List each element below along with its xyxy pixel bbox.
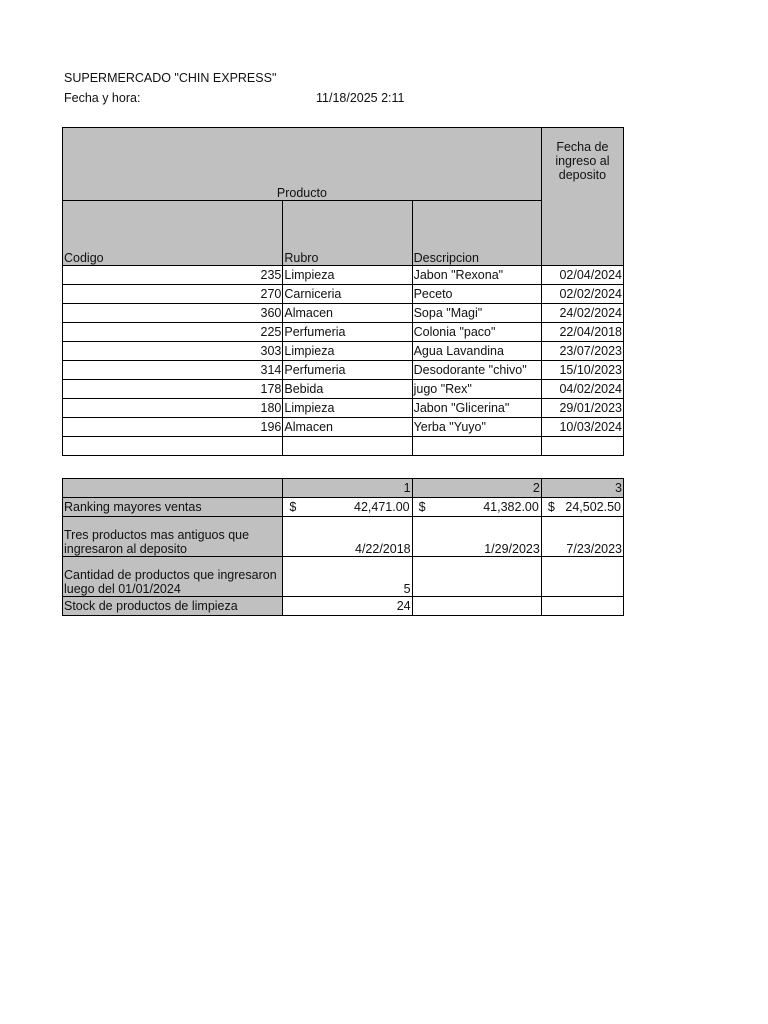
table-row xyxy=(63,418,624,437)
codigo-cell: 178 xyxy=(63,380,283,399)
empty-cell xyxy=(412,597,541,616)
codigo-cell: 360 xyxy=(63,304,283,323)
oldest-label: Tres productos mas antiguos que ingresaron al deposito xyxy=(63,517,283,557)
empty-cell xyxy=(541,597,623,616)
count-after-label: Cantidad de productos que ingresaron luego del 01/01/2024 xyxy=(63,557,283,597)
count-after-value: 5 xyxy=(283,557,412,597)
empty-cell xyxy=(412,437,541,456)
stock-limpieza-value: 24 xyxy=(283,597,412,616)
rubro-cell: Carniceria xyxy=(283,285,412,304)
stock-limpieza-label: Stock de productos de limpieza xyxy=(63,597,283,616)
summary-corner-cell xyxy=(63,479,283,498)
fecha-cell: 15/10/2023 xyxy=(541,361,623,380)
table-row xyxy=(63,380,624,399)
rank-header-3: 3 xyxy=(541,479,623,498)
codigo-cell: 235 xyxy=(63,266,283,285)
fecha-cell: 10/03/2024 xyxy=(541,418,623,437)
datetime-label: Fecha y hora: xyxy=(64,91,141,105)
ranking-value-2 xyxy=(412,498,541,517)
descripcion-cell: Sopa "Magi" xyxy=(412,304,541,323)
table-row xyxy=(63,266,624,285)
fecha-cell: 22/04/2018 xyxy=(541,323,623,342)
codigo-cell: 196 xyxy=(63,418,283,437)
empty-cell xyxy=(63,437,283,456)
ranking-label: Ranking mayores ventas xyxy=(63,498,283,517)
fecha-cell: 23/07/2023 xyxy=(541,342,623,361)
descripcion-header: Descripcion xyxy=(412,201,541,266)
fecha-cell: 02/04/2024 xyxy=(541,266,623,285)
table-row xyxy=(63,361,624,380)
descripcion-cell: Yerba "Yuyo" xyxy=(412,418,541,437)
table-row xyxy=(63,323,624,342)
empty-cell xyxy=(541,557,623,597)
fecha-cell: 04/02/2024 xyxy=(541,380,623,399)
currency-symbol: $ xyxy=(289,500,297,514)
fecha-ingreso-header: Fecha de ingreso al deposito xyxy=(541,128,623,266)
table-row xyxy=(63,285,624,304)
rubro-cell: Limpieza xyxy=(283,399,412,418)
fecha-cell: 29/01/2023 xyxy=(541,399,623,418)
rubro-cell: Almacen xyxy=(283,418,412,437)
codigo-cell: 270 xyxy=(63,285,283,304)
rubro-cell: Bebida xyxy=(283,380,412,399)
rubro-cell: Perfumeria xyxy=(283,361,412,380)
empty-cell xyxy=(541,437,623,456)
rank-header-2: 2 xyxy=(412,479,541,498)
codigo-cell: 225 xyxy=(63,323,283,342)
rubro-cell: Perfumeria xyxy=(283,323,412,342)
empty-cell xyxy=(412,557,541,597)
oldest-value-3: 7/23/2023 xyxy=(541,517,623,557)
rubro-cell: Limpieza xyxy=(283,266,412,285)
ranking-value-1 xyxy=(283,498,412,517)
rubro-cell: Almacen xyxy=(283,304,412,323)
producto-group-header: Producto xyxy=(63,128,542,201)
ranking-amount-2: 41,382.00 xyxy=(483,500,539,514)
ranking-amount-3: 24,502.50 xyxy=(565,500,621,514)
table-row xyxy=(63,342,624,361)
empty-row xyxy=(63,437,624,456)
empty-cell xyxy=(283,437,412,456)
summary-table xyxy=(62,478,624,616)
codigo-cell: 314 xyxy=(63,361,283,380)
descripcion-cell: Jabon "Rexona" xyxy=(412,266,541,285)
descripcion-cell: Agua Lavandina xyxy=(412,342,541,361)
fecha-cell: 02/02/2024 xyxy=(541,285,623,304)
descripcion-cell: Peceto xyxy=(412,285,541,304)
oldest-value-2: 1/29/2023 xyxy=(412,517,541,557)
ranking-amount-1: 42,471.00 xyxy=(354,500,410,514)
rank-header-1: 1 xyxy=(283,479,412,498)
codigo-header: Codigo xyxy=(63,201,283,266)
datetime-value: 11/18/2025 2:11 xyxy=(316,91,405,105)
oldest-value-1: 4/22/2018 xyxy=(283,517,412,557)
rubro-cell: Limpieza xyxy=(283,342,412,361)
table-row xyxy=(63,304,624,323)
descripcion-cell: Desodorante "chivo" xyxy=(412,361,541,380)
store-title: SUPERMERCADO "CHIN EXPRESS" xyxy=(64,71,277,85)
product-table xyxy=(62,127,624,456)
currency-symbol: $ xyxy=(547,500,555,514)
table-row xyxy=(63,399,624,418)
ranking-value-3 xyxy=(541,498,623,517)
codigo-cell: 180 xyxy=(63,399,283,418)
descripcion-cell: jugo "Rex" xyxy=(412,380,541,399)
rubro-header: Rubro xyxy=(283,201,412,266)
codigo-cell: 303 xyxy=(63,342,283,361)
descripcion-cell: Colonia "paco" xyxy=(412,323,541,342)
descripcion-cell: Jabon "Glicerina" xyxy=(412,399,541,418)
fecha-cell: 24/02/2024 xyxy=(541,304,623,323)
currency-symbol: $ xyxy=(418,500,426,514)
